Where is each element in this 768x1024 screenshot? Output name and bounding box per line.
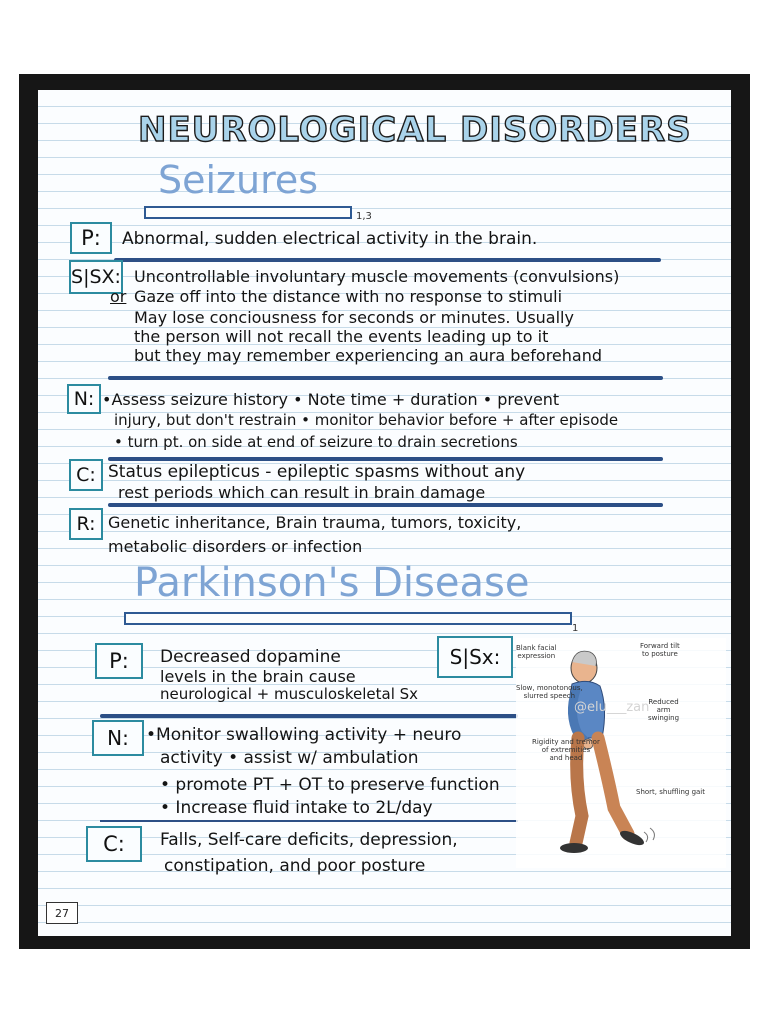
seizures-r-line-2: metabolic disorders or infection: [108, 537, 363, 556]
parkinsons-ref: 1: [572, 623, 579, 634]
seizures-c-label: C:: [69, 459, 103, 491]
page-title: NEUROLOGICAL DISORDERS: [138, 110, 692, 150]
parkinsons-n-line-4: • Increase fluid intake to 2L/day: [160, 798, 433, 818]
seizures-n-line-3: • turn pt. on side at end of seizure to drain secretions: [114, 433, 518, 451]
label-rigidity: Rigidity and tremor of extremities and head: [532, 738, 600, 762]
seizures-sx-line-5: but they may remember experiencing an aura beforehand: [134, 346, 603, 365]
parkinsons-n-line-3: • promote PT + OT to preserve function: [160, 775, 500, 795]
seizures-sx-line-3: May lose conciousness for seconds or minutes. Usually: [134, 308, 574, 327]
seizures-sx-line-4: the person will not recall the events leading up to it: [134, 327, 549, 346]
parkinsons-sx-label: S|Sx:: [437, 636, 513, 678]
notebook-page: [38, 90, 731, 936]
watermark-text: @elu___zan: [574, 700, 650, 715]
seizures-heading-bar: [144, 206, 352, 219]
parkinsons-c-line-1: Falls, Self-care deficits, depression,: [160, 830, 458, 850]
seizures-heading: Seizures: [158, 158, 319, 202]
seizures-c-line-2: rest periods which can result in brain damage: [118, 483, 486, 502]
parkinsons-rule-1: [100, 714, 518, 718]
parkinsons-n-line-1: •Monitor swallowing activity + neuro: [146, 725, 462, 745]
parkinsons-c-line-2: constipation, and poor posture: [164, 856, 426, 876]
parkinsons-p-line-2: levels in the brain cause: [160, 667, 356, 686]
parkinsons-p-line-1: Decreased dopamine: [160, 647, 341, 667]
seizures-rule-3: [108, 457, 663, 461]
label-arm-swinging: Reduced arm swinging: [648, 698, 680, 722]
parkinsons-p-line-3: neurological + musculoskeletal Sx: [160, 685, 419, 703]
label-shuffling-gait: Short, shuffling gait: [636, 788, 705, 796]
parkinsons-p-label: P:: [95, 643, 143, 679]
seizures-sx-label: S|SX:: [69, 260, 123, 294]
parkinsons-illustration: [516, 638, 726, 868]
seizures-rule-2: [108, 376, 663, 380]
seizures-rule-1: [114, 258, 661, 262]
parkinsons-n-line-2: activity • assist w/ ambulation: [160, 748, 419, 768]
seizures-p-label: P:: [70, 222, 112, 254]
seizures-r-label: R:: [69, 508, 103, 540]
parkinsons-rule-2: [100, 820, 518, 822]
seizures-sx-line-2: Gaze off into the distance with no response to stimuli: [134, 287, 563, 306]
label-forward-tilt: Forward tilt to posture: [640, 642, 680, 658]
label-blank-facial: Blank facial expression: [516, 644, 557, 660]
seizures-sx-line-1: Uncontrollable involuntary muscle movements (convulsions): [134, 267, 620, 286]
parkinsons-n-label: N:: [92, 720, 144, 756]
seizures-r-line-1: Genetic inheritance, Brain trauma, tumors, toxicity,: [108, 513, 522, 532]
parkinsons-heading: Parkinson's Disease: [134, 560, 530, 606]
label-slow-speech: Slow, monotonous, slurred speech: [516, 684, 583, 700]
parkinsons-c-label: C:: [86, 826, 142, 862]
parkinsons-heading-bar: [124, 612, 572, 625]
seizures-n-label: N:: [67, 384, 101, 414]
seizures-ref: 1,3: [356, 211, 372, 222]
seizures-p-text: Abnormal, sudden electrical activity in the brain.: [122, 229, 538, 249]
seizures-sx-or: or: [110, 287, 127, 306]
seizures-n-line-2: injury, but don't restrain • monitor behavior before + after episode: [114, 411, 619, 429]
seizures-rule-4: [108, 503, 663, 507]
seizures-n-line-1: •Assess seizure history • Note time + duration • prevent: [102, 390, 560, 409]
seizures-c-line-1: Status epilepticus - epileptic spasms without any: [108, 462, 526, 482]
page-number: 27: [46, 902, 78, 924]
